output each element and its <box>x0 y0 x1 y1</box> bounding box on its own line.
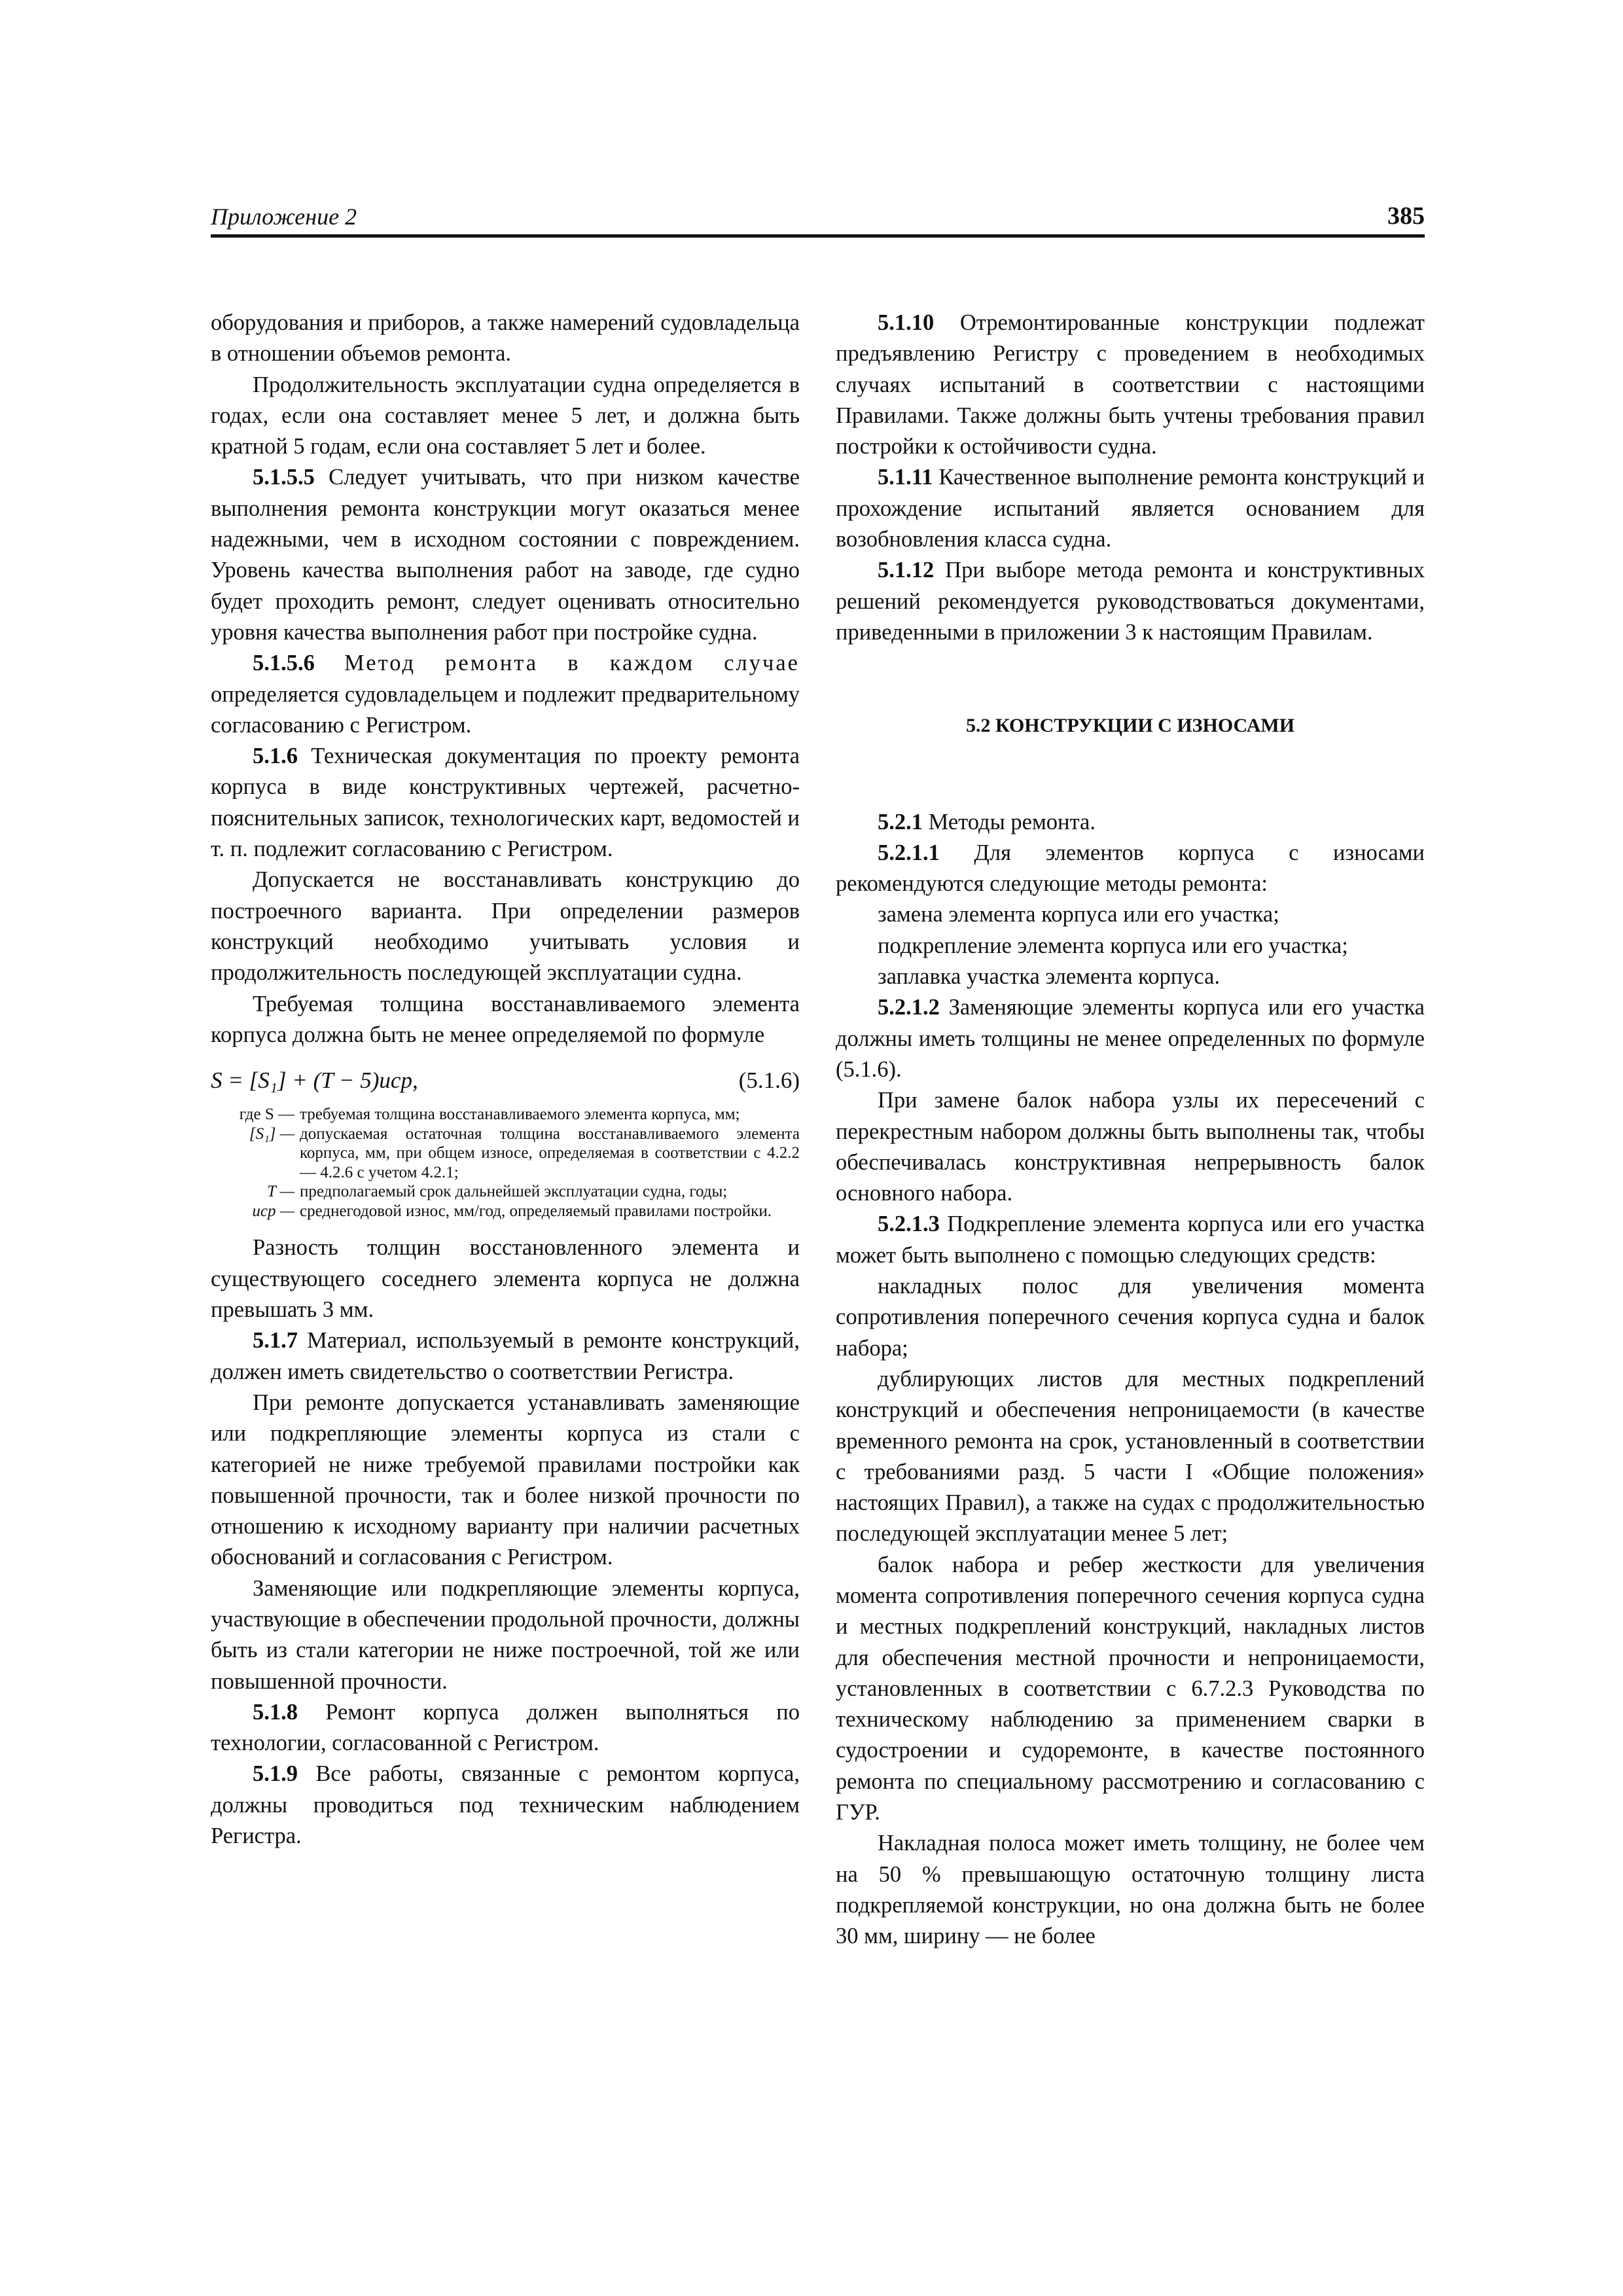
legend-text: требуемая толщина восстанавливаемого элемента корпуса, мм; <box>300 1105 740 1124</box>
paragraph <box>211 1325 800 1388</box>
clause-number: 5.2.1.2 <box>878 995 940 1020</box>
clause-number: 5.2.1.3 <box>878 1211 940 1237</box>
paragraph <box>836 462 1425 555</box>
right-column <box>836 308 1425 1952</box>
clause-number: 5.1.5.5 <box>253 465 315 490</box>
running-header <box>211 200 1425 238</box>
clause-number: 5.2.1 <box>878 809 923 834</box>
paragraph: Заменяющие или подкрепляющие элементы корпуса, участвующие в обеспечении продольной прочности, должны быть из стали категории не ниже построечной, той же или повышенной прочности. <box>211 1575 800 1694</box>
legend-row <box>211 1124 800 1183</box>
paragraph: Требуемая толщина восстанавливаемого элемента корпуса должна быть не менее определяемой по формуле <box>211 991 800 1047</box>
clause-number: 5.1.5.6 <box>253 651 315 676</box>
paragraph: При ремонте допускается устанавливать заменяющие или подкрепляющие элементы корпуса из стали с категорией не ниже требуемой правилами постройки как повышенной прочности, так и более низкой прочности по отношению к исходному варианту при наличии расчетных обоснований и согласования с Регистром. <box>211 1390 800 1570</box>
page-number: 385 <box>1387 202 1425 230</box>
clause-number: 5.2.1.1 <box>878 840 940 865</box>
clause-text: Методы ремонта. <box>923 809 1096 834</box>
paragraph <box>836 308 1425 462</box>
list-item: подкрепление элемента корпуса или его участка; <box>878 933 1348 958</box>
paragraph <box>836 555 1425 648</box>
formula-expression: S = [S₁] + (T − 5)uср, <box>211 1067 418 1094</box>
clause-number: 5.1.12 <box>878 558 935 583</box>
clause-number: 5.1.9 <box>253 1761 298 1787</box>
legend-symbol: uср — <box>252 1202 294 1220</box>
method-list <box>836 899 1425 992</box>
paragraph: оборудования и приборов, а также намерений судовладельца в отношении объемов ремонта. <box>211 310 800 367</box>
clause-text: Подкрепление элемента корпуса или его участка может быть выполнено с помощью следующих средств: <box>836 1211 1425 1268</box>
clause-number: 5.1.8 <box>253 1699 298 1725</box>
left-column <box>211 308 800 1852</box>
paragraph: Разность толщин восстановленного элемента и существующего соседнего элемента корпуса не должна превышать 3 мм. <box>211 1235 800 1323</box>
legend-row <box>211 1182 800 1202</box>
paragraph: Допускается не восстанавливать конструкцию до построечного варианта. При определении размеров конструкций необходимо учитывать условия и продолжительность последующей эксплуатации судна. <box>211 867 800 986</box>
clause-number: 5.1.7 <box>253 1328 298 1354</box>
legend-row <box>211 1105 800 1124</box>
paragraph: дублирующих листов для местных подкреплений конструкций и обеспечения непроницаемости (в качестве временного ремонта на срок, установленный в соответствии с требованиями разд. 5 части I «Общие положения» настоящих Правил), а также на судах с продолжительностью последующей эксплуатации менее 5 лет; <box>836 1366 1425 1547</box>
clause-text-spaced: Метод ремонта в каждом случае <box>314 651 800 676</box>
paragraph <box>836 1209 1425 1271</box>
running-header-title: Приложение 2 <box>211 204 357 230</box>
clause-text: Заменяющие элементы корпуса или его участка должны иметь толщины не менее определенных по формуле (5.1.6). <box>836 995 1425 1082</box>
paragraph <box>211 1759 800 1852</box>
legend-symbol: где S — <box>239 1105 294 1124</box>
legend-text: предполагаемый срок дальнейшей эксплуатации судна, годы; <box>300 1183 728 1201</box>
paragraph: накладных полос для увеличения момента сопротивления поперечного сечения корпуса судна и балок набора; <box>836 1274 1425 1361</box>
legend-row <box>211 1202 800 1221</box>
paragraph: Накладная полоса может иметь толщину, не более чем на 50 % превышающую остаточную толщину листа подкрепляемой конструкции, но она должна быть не более 30 мм, ширину — не более <box>836 1831 1425 1949</box>
clause-text: При выборе метода ремонта и конструктивных решений рекомендуется руководствоваться документами, приведенными в приложении 3 к настоящим Правилам. <box>836 558 1425 645</box>
paragraph <box>211 462 800 648</box>
paragraph: балок набора и ребер жесткости для увеличения момента сопротивления поперечного сечения корпуса судна и местных подкреплений конструкций, накладных листов для обеспечения местной прочности и непроницаемости, установленных в соответствии с 6.7.2.3 Руководства по техническому наблюдению за применением сварки в судостроении и судоремонте, в качестве постоянного ремонта по специальному рассмотрению и согласованию с ГУР. <box>836 1552 1425 1825</box>
clause-text: Материал, используемый в ремонте конструкций, должен иметь свидетельство о соответствии Регистра. <box>211 1328 800 1384</box>
paragraph <box>211 741 800 865</box>
legend-text: среднегодовой износ, мм/год, определяемый правилами постройки. <box>300 1202 772 1220</box>
paragraph: Продолжительность эксплуатации судна определяется в годах, если она составляет менее 5 лет, и должна быть кратной 5 годам, если она составляет 5 лет и более. <box>211 372 800 459</box>
clause-number: 5.1.11 <box>878 465 933 490</box>
legend-symbol: T — <box>267 1183 294 1201</box>
paragraph <box>211 1697 800 1759</box>
paragraph: При замене балок набора узлы их пересечений с перекрестным набором должны быть выполнены так, чтобы обеспечивалась конструктивная непрерывность балок основного набора. <box>836 1088 1425 1206</box>
clause-text: Техническая документация по проекту ремонта корпуса в виде конструктивных чертежей, расчетно-пояснительных записок, технологических карт, ведомостей и т. п. подлежит согласованию с Регистром. <box>211 744 800 862</box>
clause-text: определяется судовладельцем и подлежит предварительному согласованию с Регистром. <box>211 681 800 738</box>
clause-text: Качественное выполнение ремонта конструкций и прохождение испытаний является основанием для возобновления класса судна. <box>836 465 1425 552</box>
clause-number: 5.1.6 <box>253 744 298 769</box>
clause-text: Ремонт корпуса должен выполняться по технологии, согласованной с Регистром. <box>211 1699 800 1756</box>
formula-number: (5.1.6) <box>738 1067 800 1094</box>
clause-text: Для элементов корпуса с износами рекомендуются следующие методы ремонта: <box>836 840 1425 897</box>
clause-number: 5.1.10 <box>878 310 935 335</box>
formula-legend <box>211 1105 800 1221</box>
paragraph <box>211 648 800 741</box>
clause-text: Все работы, связанные с ремонтом корпуса, должны проводиться под техническим наблюдением Регистра. <box>211 1761 800 1849</box>
legend-text: допускаемая остаточная толщина восстанавливаемого элемента корпуса, мм, при общем износе, определяемая в соответствии с 4.2.2 — 4.2.6 с учетом 4.2.1; <box>300 1124 800 1181</box>
formula <box>211 1065 800 1096</box>
list-item: замена элемента корпуса или его участка; <box>878 902 1279 927</box>
paragraph <box>836 838 1425 900</box>
list-item: заплавка участка элемента корпуса. <box>878 964 1221 990</box>
paragraph <box>836 992 1425 1085</box>
section-heading: 5.2 КОНСТРУКЦИИ С ИЗНОСАМИ <box>965 715 1295 737</box>
clause-text: Следует учитывать, что при низком качестве выполнения ремонта конструкции могут оказаться менее надежными, чем в исходном состоянии с повреждением. Уровень качества выполнения работ на заводе, где судно будет проходить ремонт, следует оценивать относительно уровня качества выполнения работ при постройке судна. <box>211 465 800 645</box>
clause-text: Отремонтированные конструкции подлежат предъявлению Регистру с проведением в необходимых случаях испытаний в соответствии с настоящими Правилами. Также должны быть учтены требования правил постройки к остойчивости судна. <box>836 310 1425 459</box>
legend-symbol: [S₁] — <box>249 1124 294 1143</box>
paragraph <box>836 807 1425 838</box>
